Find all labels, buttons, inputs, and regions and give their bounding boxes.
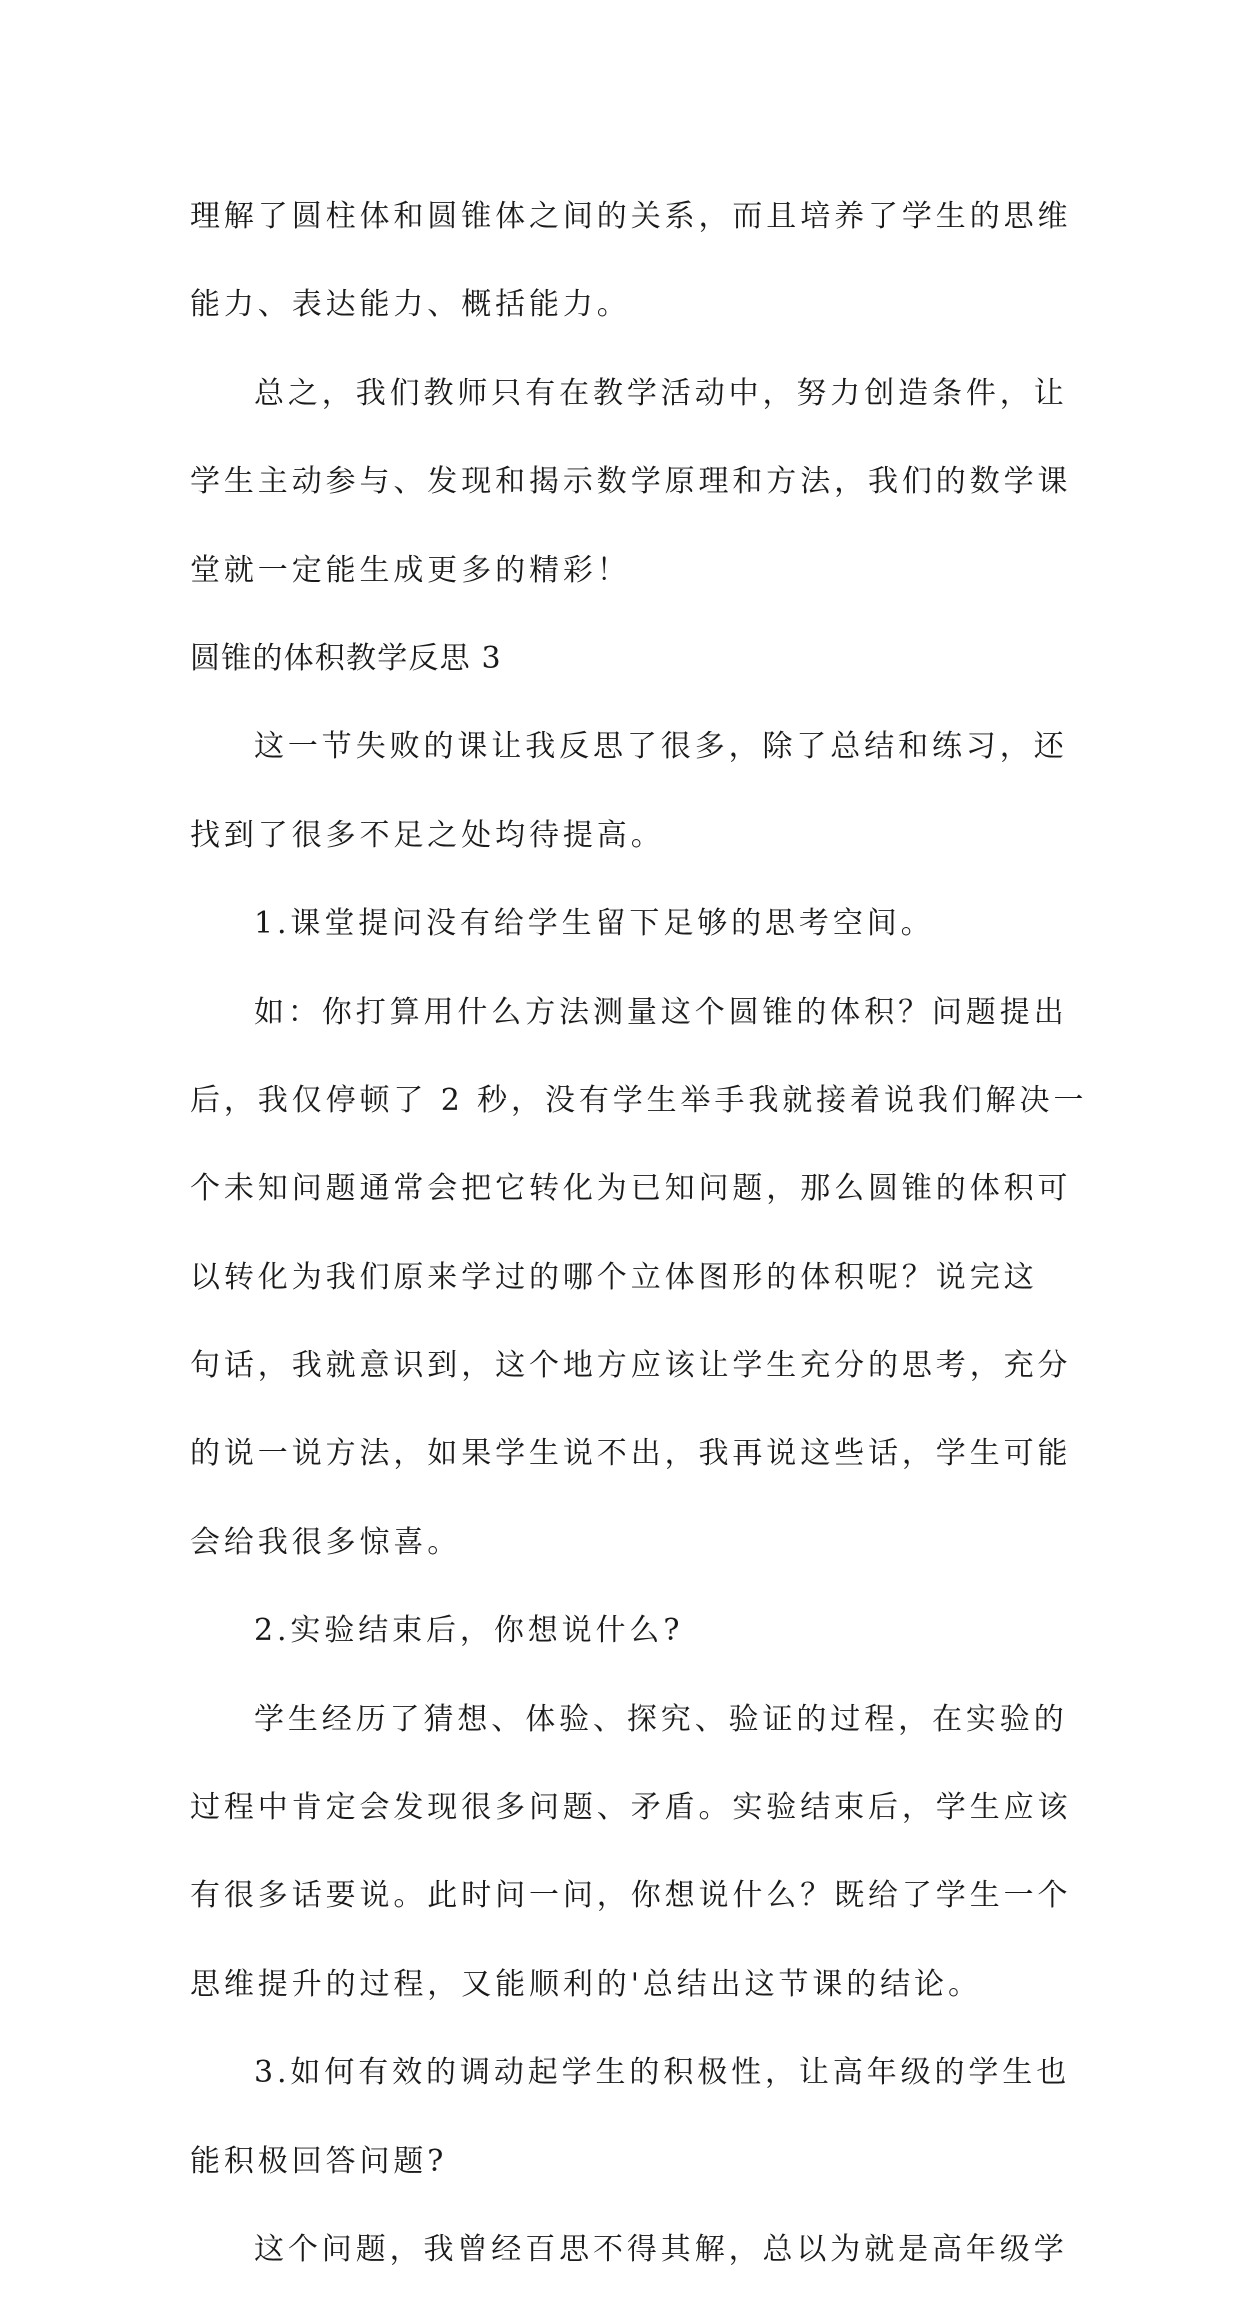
text-line: 找到了很多不足之处均待提高。 (190, 817, 665, 853)
text-line: 能力、表达能力、概括能力。 (190, 287, 631, 323)
text-line: 过程中肯定会发现很多问题、矛盾。实验结束后，学生应该 (190, 1790, 1072, 1826)
text-line: 能积极回答问题? (190, 2143, 448, 2179)
text-line: 理解了圆柱体和圆锥体之间的关系，而且培养了学生的思维 (190, 199, 1072, 234)
paragraph-start: 这个问题，我曾经百思不得其解，总以为就是高年级学 (254, 2231, 1068, 2267)
paragraph-start: 这一节失败的课让我反思了很多，除了总结和练习，还 (254, 729, 1068, 765)
document-body (190, 158, 1088, 2309)
text-line: 堂就一定能生成更多的精彩！ (190, 552, 631, 588)
text-line: 思维提升的过程，又能顺利的'总结出这节课的结论。 (190, 1966, 982, 2002)
text-line: 有很多话要说。此时问一问，你想说什么？既给了学生一个 (190, 1878, 1072, 1914)
text-line: 以转化为我们原来学过的哪个立体图形的体积呢？说完这 (190, 1259, 1038, 1295)
text-line: 后，我仅停顿了 2 秒，没有学生举手我就接着说我们解决一 (190, 1082, 1088, 1118)
text-line: 会给我很多惊喜。 (190, 1524, 462, 1560)
text-line: 个未知问题通常会把它转化为已知问题，那么圆锥的体积可 (190, 1171, 1072, 1207)
text-line: 学生主动参与、发现和揭示数学原理和方法，我们的数学课 (190, 464, 1072, 500)
paragraph-start: 如：你打算用什么方法测量这个圆锥的体积？问题提出 (254, 994, 1068, 1030)
section-heading: 圆锥的体积教学反思 3 (190, 640, 502, 676)
paragraph-start: 学生经历了猜想、体验、探究、验证的过程，在实验的 (254, 1701, 1068, 1737)
numbered-point: 2.实验结束后，你想说什么? (254, 1613, 684, 1649)
text-line: 句话，我就意识到，这个地方应该让学生充分的思考，充分 (190, 1348, 1072, 1384)
numbered-point: 3.如何有效的调动起学生的积极性，让高年级的学生也 (254, 2055, 1071, 2091)
paragraph-start: 总之，我们教师只有在教学活动中，努力创造条件，让 (254, 375, 1068, 411)
text-line: 的说一说方法，如果学生说不出，我再说这些话，学生可能 (190, 1436, 1072, 1472)
numbered-point: 1.课堂提问没有给学生留下足够的思考空间。 (254, 906, 935, 942)
